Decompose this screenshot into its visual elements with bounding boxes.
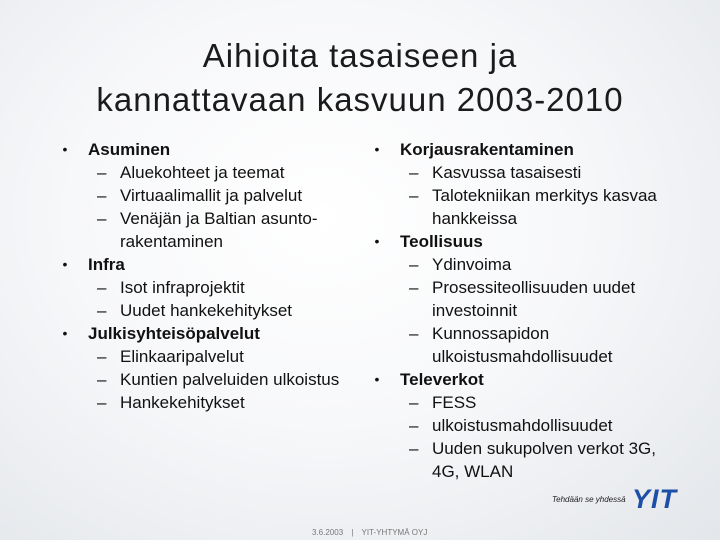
sub-item-text: Uudet hankekehitykset xyxy=(120,301,292,320)
dash: – xyxy=(409,186,419,205)
dash: – xyxy=(409,278,419,297)
list-item-heading: Asuminen xyxy=(88,140,171,159)
title-line-2: kannattavaan kasvuun 2003-2010 xyxy=(96,81,624,118)
dash: – xyxy=(409,255,419,274)
sub-item-text: Virtuaalimallit ja palvelut xyxy=(120,186,303,205)
list-item xyxy=(370,138,670,230)
dash: – xyxy=(97,209,107,228)
sub-item xyxy=(400,253,670,276)
dash: – xyxy=(97,278,107,297)
sub-item xyxy=(400,437,670,483)
left-column xyxy=(58,138,348,414)
dash: – xyxy=(97,301,107,320)
list-item-heading: Korjausrakentaminen xyxy=(400,140,574,159)
slide-title xyxy=(20,34,700,122)
dash: – xyxy=(97,370,107,389)
dash: – xyxy=(97,393,107,412)
sub-item-text: FESS xyxy=(432,393,477,412)
sub-item-text: Talotekniikan merkitys kasvaa hankkeissa xyxy=(432,186,657,228)
sub-item xyxy=(400,414,670,437)
sub-item-text: Kasvussa tasaisesti xyxy=(432,163,582,182)
sub-item xyxy=(88,276,348,299)
list-item-heading: Julkisyhteisöpalvelut xyxy=(88,324,260,343)
list-item xyxy=(370,230,670,368)
dash: – xyxy=(409,393,419,412)
sub-item xyxy=(400,391,670,414)
slide-footer xyxy=(312,528,433,537)
sub-item xyxy=(88,184,348,207)
sub-item-text: Kuntien palveluiden ulkoistus xyxy=(120,370,340,389)
sub-item xyxy=(88,368,348,391)
sub-item-text: Venäjän ja Baltian asunto-rakentaminen xyxy=(120,209,318,251)
bullet: • xyxy=(62,141,68,157)
sub-item-text: Elinkaaripalvelut xyxy=(120,347,244,366)
sub-item-text: Kunnossapidon ulkoistusmahdollisuudet xyxy=(432,324,613,366)
list-item-heading: Teollisuus xyxy=(400,232,483,251)
dash: – xyxy=(409,439,419,458)
sub-item xyxy=(88,161,348,184)
sub-item-text: Ydinvoima xyxy=(432,255,512,274)
sub-item xyxy=(400,322,670,368)
bullet: • xyxy=(62,325,68,341)
sub-item xyxy=(88,345,348,368)
dash: – xyxy=(97,186,107,205)
sub-item xyxy=(88,299,348,322)
sub-item xyxy=(400,276,670,322)
tagline: Tehdään se yhdessä xyxy=(552,495,626,504)
title-line-1: Aihioita tasaiseen ja xyxy=(202,37,518,74)
sub-item-text: Isot infraprojektit xyxy=(120,278,245,297)
list-item-heading: Televerkot xyxy=(400,370,484,389)
bullet: • xyxy=(374,371,380,387)
footer-separator: | xyxy=(351,528,354,537)
list-item xyxy=(370,368,670,483)
sub-item xyxy=(88,391,348,414)
dash: – xyxy=(97,163,107,182)
sub-item-text: ulkoistusmahdollisuudet xyxy=(432,416,613,435)
dash: – xyxy=(97,347,107,366)
right-column xyxy=(370,138,670,483)
list-item xyxy=(58,322,348,414)
sub-item-text: Hankekehitykset xyxy=(120,393,245,412)
list-item-heading: Infra xyxy=(88,255,125,274)
bullet: • xyxy=(62,256,68,272)
sub-item-text: Aluekohteet ja teemat xyxy=(120,163,285,182)
logo-text: YIT xyxy=(632,486,678,510)
bullet: • xyxy=(374,233,380,249)
dash: – xyxy=(409,324,419,343)
bullet: • xyxy=(374,141,380,157)
list-item xyxy=(58,253,348,322)
sub-item xyxy=(400,184,670,230)
dash: – xyxy=(409,163,419,182)
sub-item xyxy=(400,161,670,184)
footer-company: YIT-YHTYMÄ OYJ xyxy=(361,528,428,537)
sub-item-text: Prosessiteollisuuden uudet investoinnit xyxy=(432,278,636,320)
sub-item xyxy=(88,207,348,253)
sub-item-text: Uuden sukupolven verkot 3G, 4G, WLAN xyxy=(432,439,656,481)
list-item xyxy=(58,138,348,253)
dash: – xyxy=(409,416,419,435)
yit-logo-icon xyxy=(630,486,708,510)
footer-date: 3.6.2003 xyxy=(312,528,344,537)
